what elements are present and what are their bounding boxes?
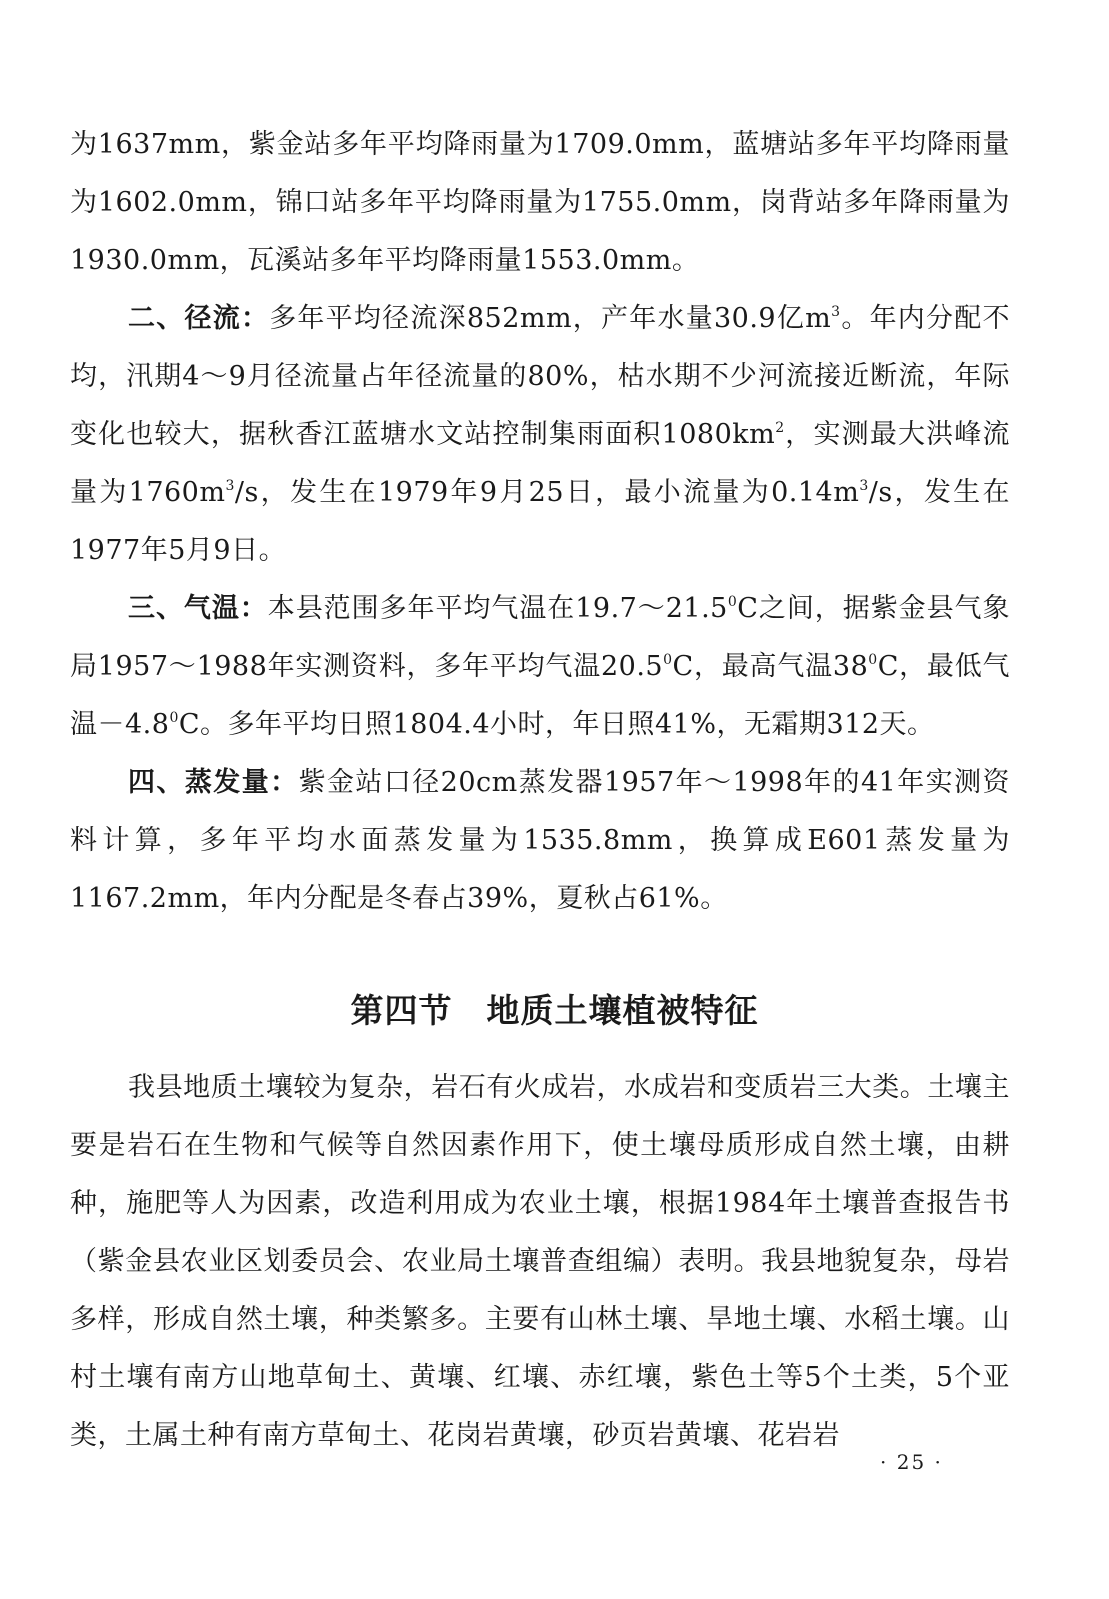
runoff-sup-1: 3 [831,304,841,320]
paragraph-evaporation [70,754,1010,928]
heading-evaporation: 四、蒸发量： [128,767,299,798]
temperature-text-5: C。多年平均日照1804.4小时，年日照41%，无霜期312天。 [178,709,935,740]
paragraph-rainfall [70,116,1010,290]
section-title: 第四节 地质土壤植被特征 [350,991,759,1030]
temperature-text-3: C，最高气温38 [672,651,869,682]
runoff-text-2: 。年内分配不均，汛期4～9月径流量占年径流量的80%，枯水期不少河流接近断流，年际变化也较大，据秋香江蓝塘水文站控制集雨面积1080km [70,303,1011,450]
runoff-sup-2: 2 [775,420,785,436]
temperature-text-1: 本县范围多年平均气温在19.7～21.5 [267,593,728,624]
runoff-sup-4: 3 [859,478,869,494]
runoff-text-5: /s，发生在1977年5月9日。 [70,477,1010,566]
temperature-sup-4: 0 [169,710,179,726]
evaporation-text: 紫金站口径20cm蒸发器1957年～1998年的41年实测资料计算，多年平均水面蒸发量为1535.8mm，换算成E601蒸发量为1167.2mm，年内分配是冬春占39%，夏秋占61%。 [70,767,1010,914]
rainfall-text: 为1637mm，紫金站多年平均降雨量为1709.0mm，蓝塘站多年平均降雨量为1602.0mm，锦口站多年平均降雨量为1755.0mm，岗背站多年降雨量为1930.0mm，瓦溪站多年平均降雨量1553.0mm。 [70,129,1010,276]
temperature-text-4: C，最低气温－4.8 [70,651,1011,740]
runoff-text-1: 多年平均径流深852mm，产年水量30.9亿m [269,303,832,334]
page-number: · 25 · [880,1450,943,1474]
text-block-bottom [70,1059,1010,1465]
runoff-text-3: ，实测最大洪峰流量为1760m [70,419,1010,508]
paragraph-temperature [70,580,1010,754]
text-block-top [70,116,1010,928]
paragraph-runoff [70,290,1010,580]
runoff-text-4: /s，发生在1979年9月25日，最小流量为0.14m [234,477,860,508]
heading-temperature: 三、气温： [128,593,268,624]
temperature-sup-1: 0 [727,594,738,610]
temperature-sup-3: 0 [868,652,878,668]
paragraph-geology-soil [70,1059,1010,1465]
runoff-sup-3: 3 [225,478,235,494]
heading-runoff: 二、径流： [128,303,270,334]
temperature-sup-2: 0 [663,652,673,668]
temperature-text-2: C之间，据紫金县气象局1957～1988年实测资料，多年平均气温20.5 [70,593,1011,682]
geology-soil-text: 我县地质土壤较为复杂，岩石有火成岩，水成岩和变质岩三大类。土壤主要是岩石在生物和气候等自然因素作用下，使土壤母质形成自然土壤，由耕种，施肥等人为因素，改造利用成为农业土壤，根据1984年土壤普查报告书（紫金县农业区划委员会、农业局土壤普查组编）表明。我县地貌复杂，母岩多样，形成自然土壤，种类繁多。主要有山林土壤、旱地土壤、水稻土壤。山村土壤有南方山地草甸土、黄壤、红壤、赤红壤，紫色土等5个土类，5个亚类，土属土种有南方草甸土、花岗岩黄壤，砂页岩黄壤、花岩岩 [70,1072,1010,1451]
